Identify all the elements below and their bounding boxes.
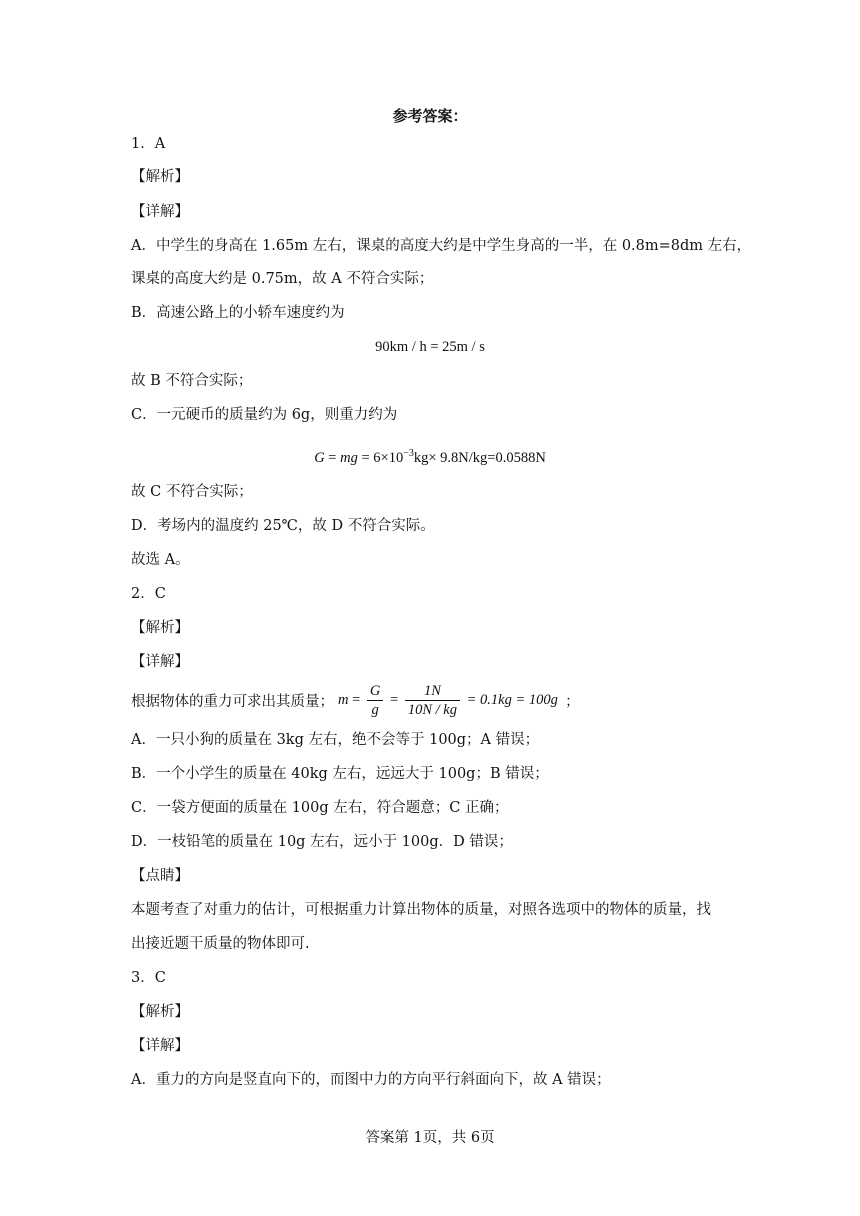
fraction-numerator: 1N bbox=[405, 682, 460, 701]
q1-speed-equation: 90km / h = 25m / s bbox=[375, 339, 485, 355]
q2-comment-line2: 出接近题干质量的物体即可. bbox=[131, 936, 310, 952]
q1-option-b: B．高速公路上的小轿车速度约为 bbox=[131, 305, 345, 321]
q2-mass-formula bbox=[131, 680, 580, 720]
formula-result: = 0.1kg = 100g bbox=[462, 691, 558, 708]
fraction-1n-over-10n-kg bbox=[405, 682, 460, 719]
eq-value: = 6×10 bbox=[357, 449, 404, 466]
q2-option-d: D．一枝铅笔的质量在 10g 左右，远小于 100g．D 错误； bbox=[131, 834, 513, 850]
q1-option-d: D．考场内的温度约 25℃，故 D 不符合实际。 bbox=[131, 518, 435, 534]
eq-equals: = bbox=[324, 449, 341, 466]
q1-gravity-equation bbox=[0, 443, 860, 469]
q2-comment-line1: 本题考查了对重力的估计，可根据重力计算出物体的质量，对照各选项中的物体的质量，找 bbox=[131, 902, 711, 918]
q3-number: 3．C bbox=[131, 970, 166, 986]
q2-option-b: B．一个小学生的质量在 40kg 左右，远远大于 100g；B 错误； bbox=[131, 766, 549, 782]
q1-detail-heading: 【详解】 bbox=[131, 204, 189, 220]
q2-detail-heading: 【详解】 bbox=[131, 654, 189, 670]
q1-final-choice: 故选 A。 bbox=[131, 552, 190, 568]
fraction-numerator: G bbox=[367, 682, 383, 701]
q3-detail-heading: 【详解】 bbox=[131, 1038, 189, 1054]
q1-option-a-line1: A．中学生的身高在 1.65m 左右，课桌的高度大约是中学生身高的一半，在 0.8m=8dm 左右， bbox=[131, 238, 752, 254]
q1-number: 1．A bbox=[131, 136, 166, 152]
q2-option-c: C．一袋方便面的质量在 100g 左右，符合题意；C 正确； bbox=[131, 800, 509, 816]
page-title: 参考答案： bbox=[392, 107, 468, 125]
q1-option-b-conclusion: 故 B 不符合实际； bbox=[131, 373, 253, 389]
q1-option-c-conclusion: 故 C 不符合实际； bbox=[131, 484, 253, 500]
fraction-g-over-g bbox=[367, 682, 383, 719]
q2-number: 2．C bbox=[131, 586, 166, 602]
fraction-denominator: g bbox=[371, 701, 379, 718]
q2-comment-heading: 【点睛】 bbox=[131, 868, 189, 884]
q1-option-c: C．一元硬币的质量约为 6g，则重力约为 bbox=[131, 407, 398, 423]
equals-2: = bbox=[386, 691, 402, 708]
q1-option-a-line2: 课桌的高度大约是 0.75m，故 A 不符合实际； bbox=[131, 271, 434, 287]
symbol-m: m bbox=[338, 691, 349, 708]
q2-option-a: A．一只小狗的质量在 3kg 左右，绝不会等于 100g；A 错误； bbox=[131, 732, 540, 748]
q2-analysis-heading: 【解析】 bbox=[131, 620, 189, 636]
q3-analysis-heading: 【解析】 bbox=[131, 1004, 189, 1020]
eq-exponent: −3 bbox=[403, 448, 414, 459]
eq-tail: kg× 9.8N/kg=0.0588N bbox=[413, 449, 546, 466]
q3-option-a: A．重力的方向是竖直向下的，而图中力的方向平行斜面向下，故 A 错误； bbox=[131, 1072, 611, 1088]
page-footer: 答案第 1页，共 6页 bbox=[365, 1130, 495, 1146]
fraction-denominator: 10N / kg bbox=[407, 701, 457, 718]
equals-1: = bbox=[348, 691, 364, 708]
q1-analysis-heading: 【解析】 bbox=[131, 169, 189, 185]
formula-semicolon: ； bbox=[557, 693, 580, 710]
q2-intro-text: 根据物体的重力可求出其质量； bbox=[131, 693, 334, 710]
eq-symbol-mg: mg bbox=[340, 449, 358, 466]
eq-symbol-g: G bbox=[314, 449, 325, 466]
